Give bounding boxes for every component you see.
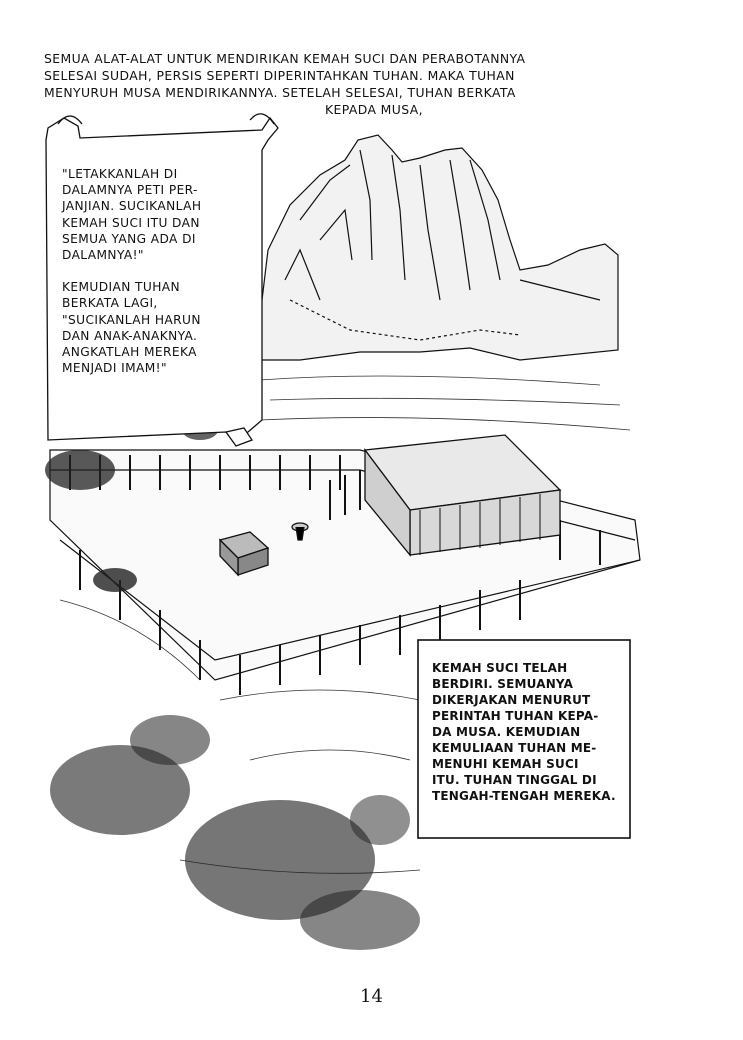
page-number: 14 [360, 986, 383, 1007]
narration-text [432, 660, 627, 804]
caption-line: SEMUA ALAT-ALAT UNTUK MENDIRIKAN KEMAH SUCI DAN PERABOTANNYA [44, 51, 526, 66]
speech-line: MENJADI IMAM!" [62, 361, 167, 376]
speech-line: BERKATA LAGI, [62, 296, 158, 311]
narration-line: TENGAH-TENGAH MEREKA. [432, 789, 616, 803]
scroll-text [62, 166, 247, 392]
speech-line: ANGKATLAH MEREKA [62, 345, 197, 360]
speech-line: KEMAH SUCI ITU DAN [62, 215, 200, 230]
narration-line: DA MUSA. KEMUDIAN [432, 725, 581, 739]
mountain-drawing [258, 135, 618, 360]
narration-line: MENUHI KEMAH SUCI [432, 757, 579, 771]
speech-line: KEMUDIAN TUHAN [62, 280, 181, 295]
speech-line: "LETAKKANLAH DI [62, 167, 178, 181]
narration-line: ITU. TUHAN TINGGAL DI [432, 773, 597, 787]
speech-line: DAN ANAK-ANAKNYA. [62, 328, 198, 343]
speech-paragraph-1 [62, 166, 247, 263]
speech-line: JANJIAN. SUCIKANLAH [62, 199, 202, 214]
top-caption [44, 50, 644, 118]
narration-line: DIKERJAKAN MENURUT [432, 693, 591, 707]
speech-line: "SUCIKANLAH HARUN [62, 312, 201, 327]
narration-line: BERDIRI. SEMUANYA [432, 677, 574, 691]
speech-paragraph-2 [62, 279, 247, 376]
narration-line: KEMAH SUCI TELAH [432, 661, 568, 675]
caption-line: KEPADA MUSA, [325, 102, 423, 117]
caption-line: SELESAI SUDAH, PERSIS SEPERTI DIPERINTAHKAN TUHAN. MAKA TUHAN [44, 68, 515, 83]
speech-line: DALAMNYA!" [62, 248, 144, 263]
narration-line: PERINTAH TUHAN KEPA- [432, 709, 599, 723]
caption-line: MENYURUH MUSA MENDIRIKANNYA. SETELAH SELESAI, TUHAN BERKATA [44, 85, 516, 100]
speech-line: DALAMNYA PETI PER- [62, 183, 198, 198]
narration-line: KEMULIAAN TUHAN ME- [432, 741, 597, 755]
speech-line: SEMUA YANG ADA DI [62, 231, 196, 246]
